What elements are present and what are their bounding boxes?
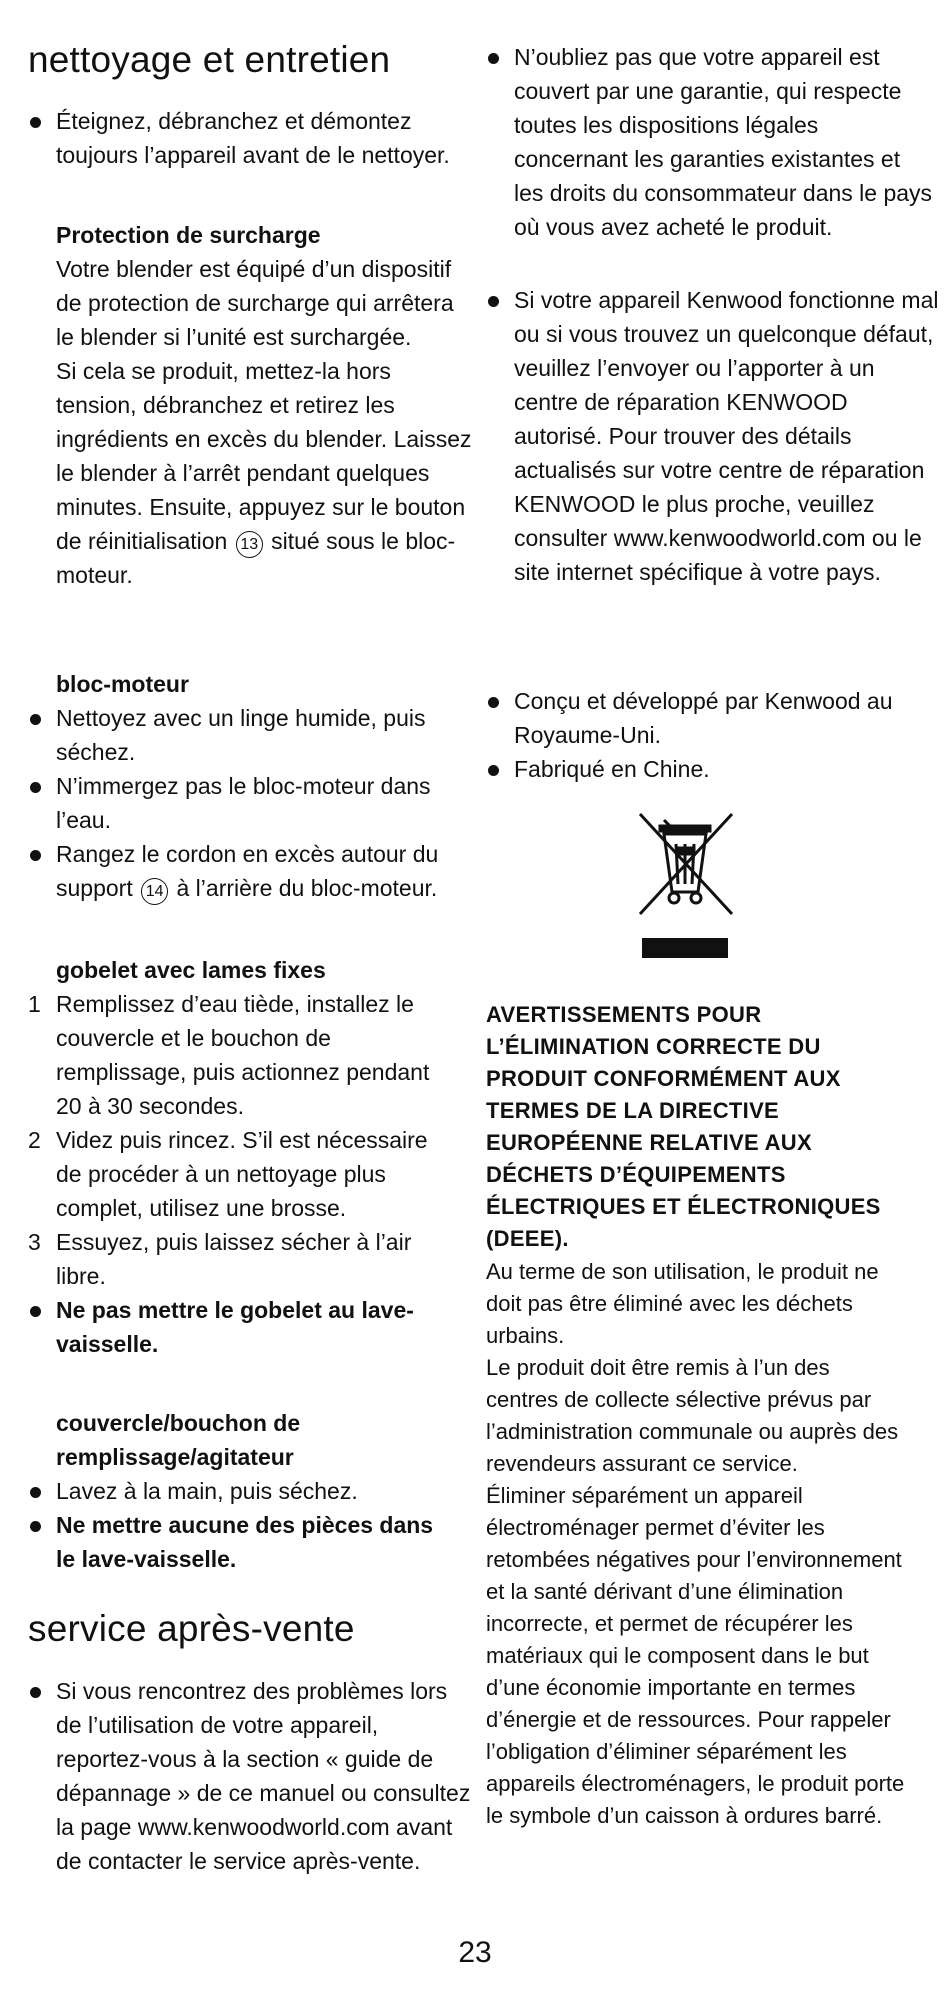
list-item: Nettoyez avec un linge humide, puis séchez.	[28, 701, 458, 769]
goblet-block	[28, 953, 458, 1361]
bullet-icon	[30, 714, 41, 725]
goblet-heading: gobelet avec lames fixes	[56, 957, 326, 983]
motor-heading: bloc-moteur	[56, 671, 189, 697]
weee-paragraph-3: Éliminer séparément un appareil électroménager permet d’éviter les retombées négatives pour l’environnement et la santé dérivant d’une élimination incorrecte, et permet de récupérer les matériaux qui le composent dans le but d’une économie importante en termes d’énergie et de ressources. Pour rappeler l’obligation d’éliminer séparément les appareils électroménagers, le produit porte le symbole d’un caisson à ordures barré.	[486, 1483, 905, 1828]
list-item: Lavez à la main, puis séchez.	[28, 1474, 458, 1508]
step-item: 2 Videz puis rincez. S’il est nécessaire de procéder à un nettoyage plus complet, utilisez une brosse.	[28, 1127, 428, 1221]
crossed-out-bin-icon	[634, 810, 738, 962]
list-item: N’immergez pas le bloc-moteur dans l’eau.	[28, 769, 458, 837]
bullet-icon	[488, 697, 499, 708]
bullet-icon	[30, 1306, 41, 1317]
bullet-icon	[30, 117, 41, 128]
overload-block	[28, 218, 474, 592]
overload-paragraph-1: Votre blender est équipé d’un dispositif de protection de surcharge qui arrêtera le blender si l’unité est surchargée.	[56, 256, 454, 350]
warning-item: Ne mettre aucune des pièces dans le lave-vaisselle.	[28, 1508, 458, 1576]
list-item: N’oubliez pas que votre appareil est couvert par une garantie, qui respecte toutes les dispositions légales concernant les garanties existantes et les droits du consommateur dans le pays où vous avez acheté le produit.	[486, 40, 934, 244]
cord-support-ref: 14	[141, 878, 168, 905]
section-title-service: service après-vente	[28, 1608, 355, 1649]
weee-paragraph-1: Au terme de son utilisation, le produit ne doit pas être éliminé avec les déchets urbains.	[486, 1259, 879, 1348]
list-item: Si vous rencontrez des problèmes lors de l’utilisation de votre appareil, reportez-vous à la section « guide de dépannage » de ce manuel ou consultez la page www.kenwoodworld.com avant de contacter le service après-vente.	[28, 1674, 474, 1878]
list-item: Fabriqué en Chine.	[486, 752, 934, 786]
bullet-icon	[488, 53, 499, 64]
warning-item: Ne pas mettre le gobelet au lave-vaisselle.	[28, 1293, 456, 1361]
section-title-cleaning: nettoyage et entretien	[28, 39, 391, 80]
lid-block	[28, 1406, 458, 1576]
motor-block	[28, 667, 458, 905]
bullet-icon	[30, 1521, 41, 1532]
bullet-icon	[488, 765, 499, 776]
lid-heading: couvercle/bouchon de remplissage/agitateur	[56, 1410, 301, 1470]
bullet-icon	[30, 850, 41, 861]
weee-body	[486, 1256, 906, 1832]
overload-heading: Protection de surcharge	[56, 222, 321, 248]
step-item: 3 Essuyez, puis laissez sécher à l’air libre.	[28, 1229, 412, 1289]
bullet-icon	[488, 296, 499, 307]
list-item: Rangez le cordon en excès autour du support 14 à l’arrière du bloc-moteur.	[28, 837, 458, 905]
bullet-icon	[30, 782, 41, 793]
bullet-icon	[30, 1687, 41, 1698]
overload-paragraph-2: Si cela se produit, mettez-la hors tension, débranchez et retirez les ingrédients en excès du blender. Laissez le blender à l’arrêt pendant quelques minutes. Ensuite, appuyez sur le bouton de réinitialisation 13 situé sous le bloc-moteur.	[56, 358, 472, 588]
step-item: 1 Remplissez d’eau tiède, installez le couvercle et le bouchon de remplissage, puis actionnez pendant 20 à 30 secondes.	[28, 991, 430, 1119]
reset-button-ref: 13	[236, 531, 263, 558]
list-item: Si votre appareil Kenwood fonctionne mal ou si vous trouvez un quelconque défaut, veuillez l’envoyer ou l’apporter à un centre de réparation KENWOOD autorisé. Pour trouver des détails actualisés sur votre centre de réparation KENWOOD le plus proche, veuillez consulter www.kenwoodworld.com ou le site internet spécifique à votre pays.	[486, 283, 939, 589]
list-item: Conçu et développé par Kenwood au Royaume-Uni.	[486, 684, 934, 752]
weee-heading: AVERTISSEMENTS POUR L’ÉLIMINATION CORRECTE DU PRODUIT CONFORMÉMENT AUX TERMES DE LA DIRECTIVE EUROPÉENNE RELATIVE AUX DÉCHETS D’ÉQUIPEMENTS ÉLECTRIQUES ET ÉLECTRONIQUES (DEEE).	[486, 1002, 881, 1251]
page-number: 23	[458, 1936, 492, 1969]
list-item	[28, 104, 476, 172]
bullet-text: Éteignez, débranchez et démontez toujours l’appareil avant de le nettoyer.	[56, 108, 450, 168]
bullet-icon	[30, 1487, 41, 1498]
weee-paragraph-2: Le produit doit être remis à l’un des centres de collecte sélective prévus par l’administration communale ou auprès des revendeurs assurant ce service.	[486, 1355, 899, 1476]
